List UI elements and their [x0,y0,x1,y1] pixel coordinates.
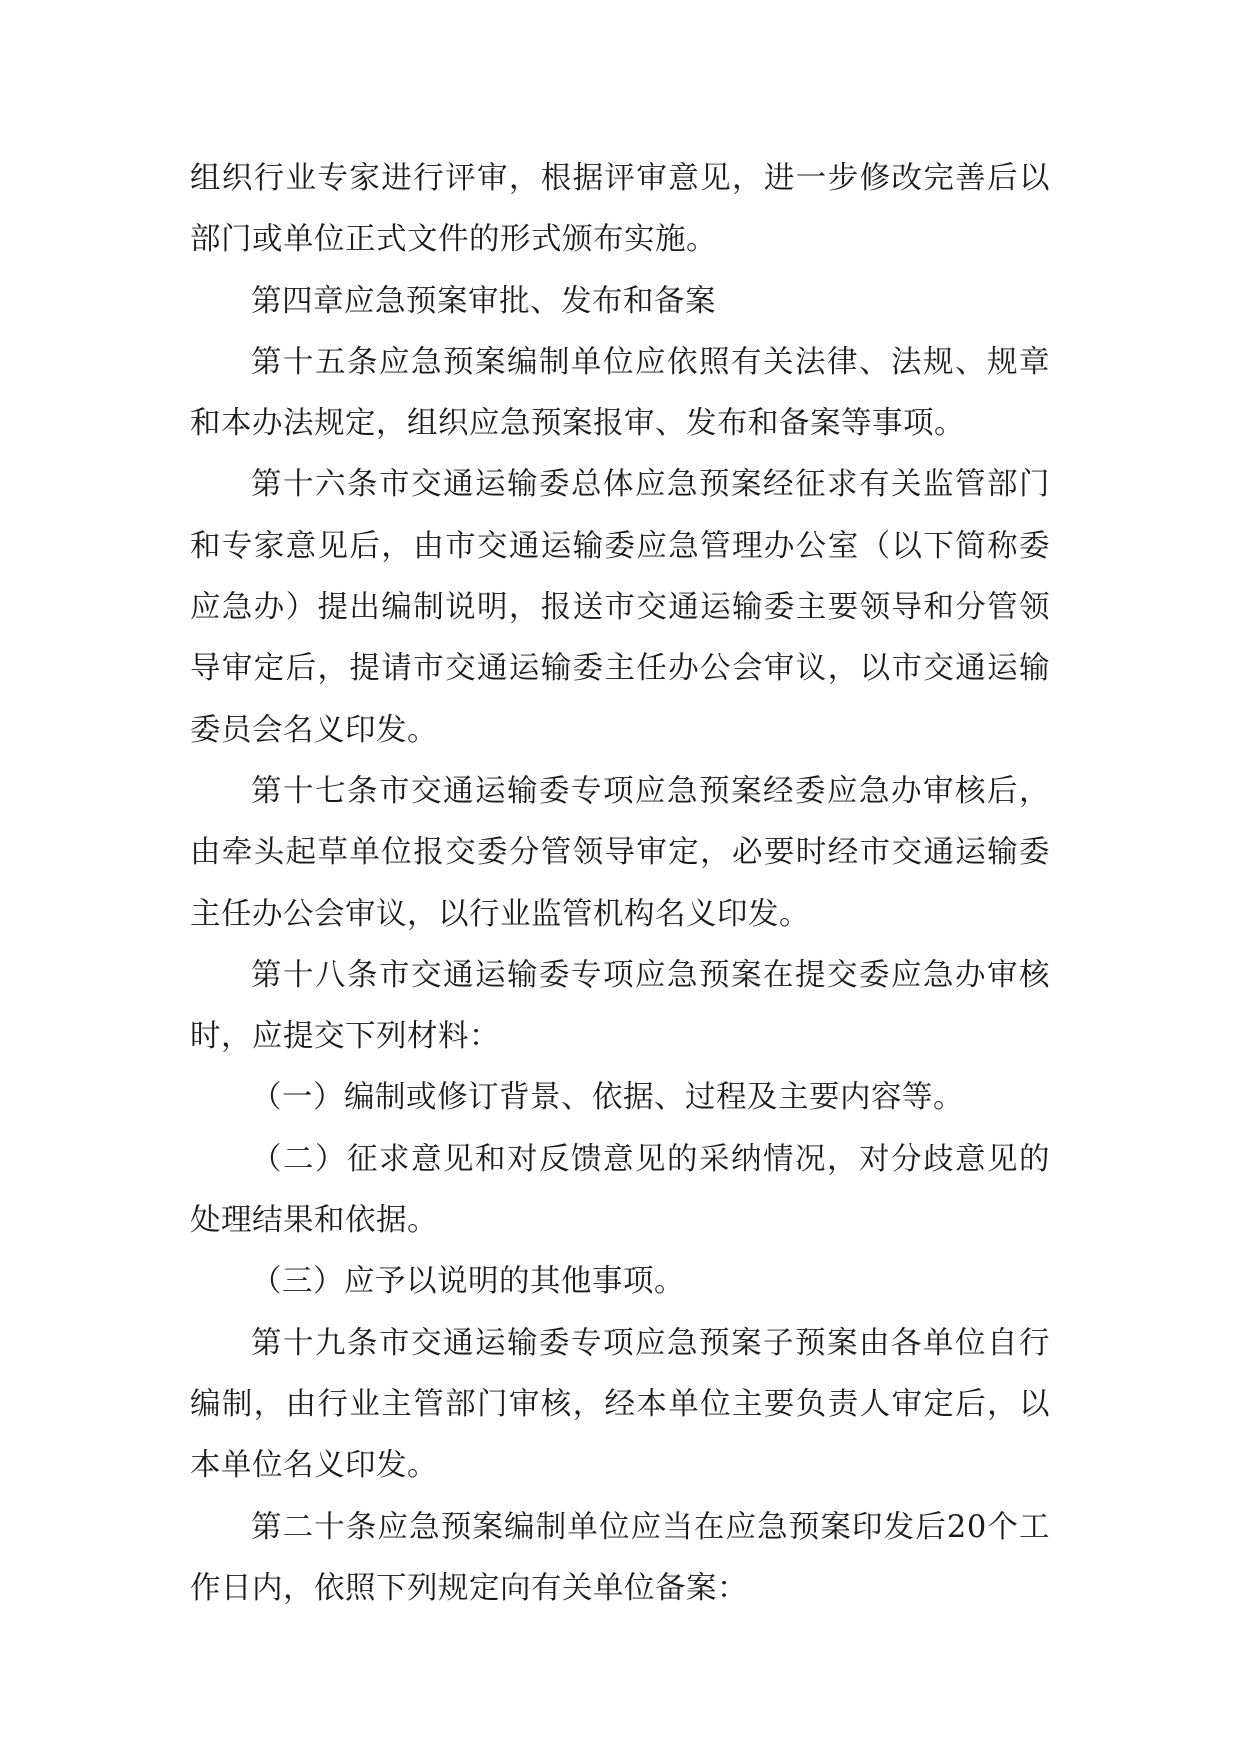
article-20: 第二十条应急预案编制单位应当在应急预案印发后20个工作日内，依照下列规定向有关单位备案： [190,1509,1050,1606]
list-item-3: （三）应予以说明的其他事项。 [251,1264,685,1300]
article-19: 第十九条市交通运输委专项应急预案子预案由各单位自行编制，由行业主管部门审核，经本单位主要负责人审定后，以本单位名义印发。 [190,1325,1050,1484]
paragraph-1: 组织行业专家进行评审，根据评审意见，进一步修改完善后以部门或单位正式文件的形式颁布实施。 [190,161,1050,258]
article-17: 第十七条市交通运输委专项应急预案经委应急办审核后，由牵头起草单位报交委分管领导审定，必要时经市交通运输委主任办公会审议，以行业监管机构名义印发。 [190,773,1050,932]
list-item-1: （一）编制或修订背景、依据、过程及主要内容等。 [251,1080,964,1116]
list-item-2: （二）征求意见和对反馈意见的采纳情况，对分歧意见的处理结果和依据。 [190,1141,1050,1239]
article-18: 第十八条市交通运输委专项应急预案在提交委应急办审核时，应提交下列材料： [190,957,1050,1055]
article-15: 第十五条应急预案编制单位应依照有关法律、法规、规章和本办法规定，组织应急预案报审、发布和备案等事项。 [190,344,1050,442]
document-body [190,148,1050,1619]
chapter-heading: 第四章应急预案审批、发布和备案 [251,283,716,319]
article-16: 第十六条市交通运输委总体应急预案经征求有关监管部门和专家意见后，由市交通运输委应急管理办公室（以下简称委应急办）提出编制说明，报送市交通运输委主要领导和分管领导审定后，提请市交通运输委主任办公会审议，以市交通运输委员会名义印发。 [190,467,1050,748]
